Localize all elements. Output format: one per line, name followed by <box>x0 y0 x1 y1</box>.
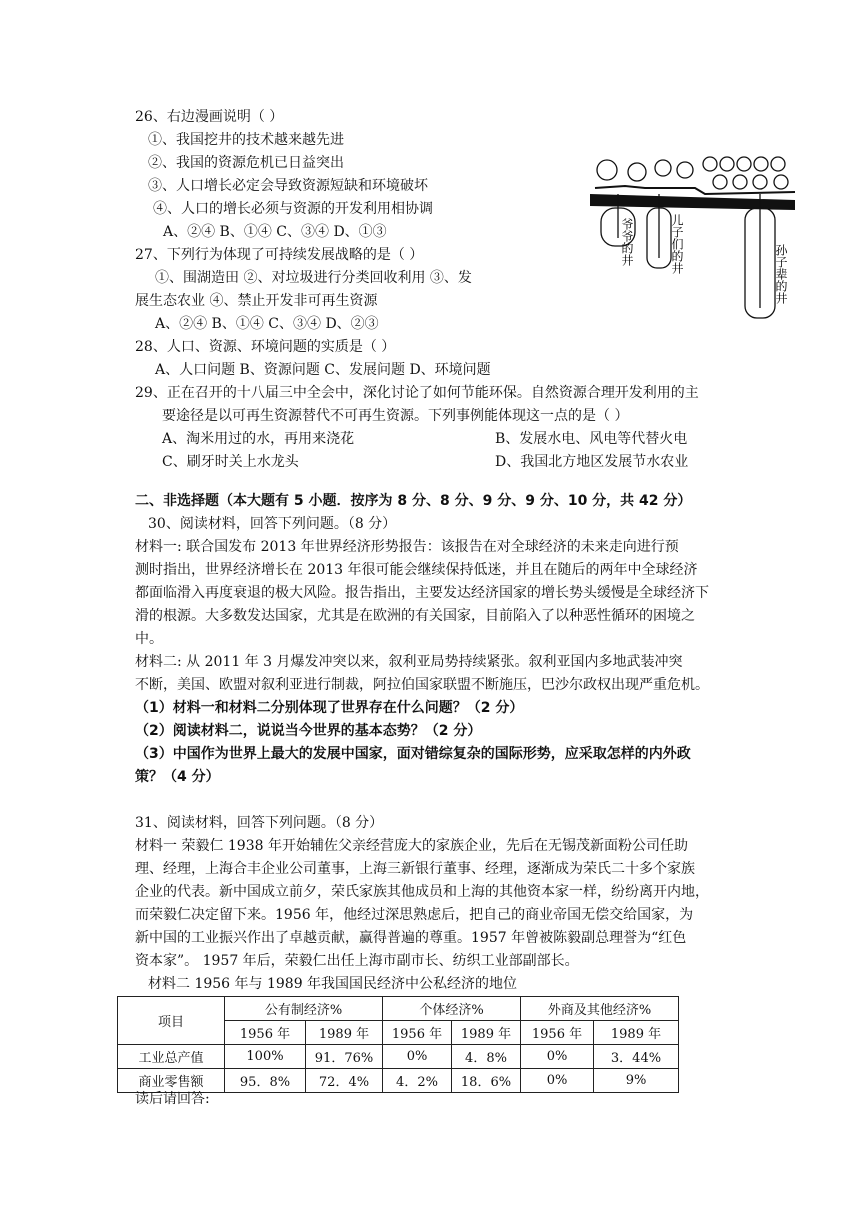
q30-part-2: （2）阅读材料二，说说当今世界的基本态势？（2 分） <box>135 723 482 739</box>
table-cell: 0% <box>383 1045 452 1069</box>
q27-line-2: 展生态农业 ④、禁止开发非可再生资源 <box>135 293 378 309</box>
q29-stem-2: 要途径是以可再生资源替代不可再生资源。下列事例能体现这一点的是（ ） <box>162 408 629 424</box>
q27-stem: 27、下列行为体现了可持续发展战略的是（ ） <box>135 247 424 263</box>
q30-material-1-line-5: 中。 <box>135 631 163 647</box>
q31-material-2-title: 材料二 1956 年与 1989 年我国国民经济中公私经济的地位 <box>148 976 518 992</box>
q29-option-d: D、我国北方地区发展节水农业 <box>495 454 689 470</box>
q31-material-1-line-6: 资本家”。 1957 年后，荣毅仁出任上海市副市长、纺织工业部副部长。 <box>135 953 579 969</box>
table-header-item: 项目 <box>118 997 225 1045</box>
q26-option-3: ③、人口增长必定会导致资源短缺和环境破坏 <box>148 178 428 194</box>
well-label-grandsons: 孙子辈的井 <box>774 244 788 304</box>
q29-option-c: C、刷牙时关上水龙头 <box>162 454 299 470</box>
q30-material-1-line-3: 都面临滑入再度衰退的极大风险。报告指出，主要发达经济国家的增长势头缓慢是全球经济下 <box>135 585 709 601</box>
table-cell: 4．2% <box>383 1069 452 1093</box>
q27-line-1: ①、围湖造田 ②、对垃圾进行分类回收利用 ③、发 <box>155 270 472 286</box>
table-cell: 9% <box>594 1069 679 1093</box>
economy-table <box>117 996 679 1093</box>
table-year: 1989 年 <box>452 1021 521 1045</box>
table-row <box>118 1045 679 1069</box>
q29-stem-1: 29、正在召开的十八届三中全会中，深化讨论了如何节能环保。自然资源合理开发利用的主 <box>135 385 699 401</box>
table-cell: 100% <box>225 1045 306 1069</box>
q30-part-3-line-2: 策？（4 分） <box>135 769 220 785</box>
q31-material-1-line-1: 材料一 荣毅仁 1938 年开始辅佐父亲经营庞大的家族企业，先后在无锡茂新面粉公司任助 <box>135 838 688 854</box>
table-year: 1989 年 <box>306 1021 383 1045</box>
table-header-individual: 个体经济% <box>383 997 521 1021</box>
q26-option-2: ②、我国的资源危机已日益突出 <box>148 155 344 171</box>
q31-after-table: 读后请回答: <box>135 1091 210 1107</box>
table-cell: 91．76% <box>306 1045 383 1069</box>
q30-material-1-line-4: 滑的根源。大多数发达国家，尤其是在欧洲的有关国家，目前陷入了以种恶性循环的困境之 <box>135 608 695 624</box>
q26-stem: 26、右边漫画说明（ ） <box>135 109 284 125</box>
table-cell: 3．44% <box>594 1045 679 1069</box>
table-cell: 4．8% <box>452 1045 521 1069</box>
q28-choices: A、人口问题 B、资源问题 C、发展问题 D、环境问题 <box>155 362 491 378</box>
q30-material-2-line-2: 不断，美国、欧盟对叙利亚进行制裁，阿拉伯国家联盟不断施压，巴沙尔政权出现严重危机。 <box>135 677 709 693</box>
q31-material-1-line-4: 而荣毅仁决定留下来。1956 年，他经过深思熟虑后，把自己的商业帝国无偿交给国家，为 <box>135 907 694 923</box>
table-year: 1956 年 <box>225 1021 306 1045</box>
table-year: 1956 年 <box>521 1021 594 1045</box>
q30-material-2-line-1: 材料二: 从 2011 年 3 月爆发冲突以来，叙利亚局势持续紧张。叙利亚国内多地武装冲突 <box>135 654 683 670</box>
q31-material-1-line-5: 新中国的工业振兴作出了卓越贡献，赢得普遍的尊重。1957 年曾被陈毅副总理誉为“红色 <box>135 930 687 946</box>
table-cell: 72．4% <box>306 1069 383 1093</box>
q31-stem: 31、阅读材料，回答下列问题。（8 分） <box>135 815 384 831</box>
q31-material-1-line-2: 理、经理，上海合丰企业公司董事，上海三新银行董事、经理，逐渐成为荣氏二十多个家族 <box>135 861 695 877</box>
q26-option-4: ④、人口的增长必须与资源的开发利用相协调 <box>153 201 433 217</box>
q30-stem: 30、阅读材料，回答下列问题。（8 分） <box>148 516 397 532</box>
table-row-label: 工业总产值 <box>118 1045 225 1069</box>
table-header-public: 公有制经济% <box>225 997 383 1021</box>
q29-option-b: B、发展水电、风电等代替火电 <box>495 431 688 447</box>
table-cell: 18．6% <box>452 1069 521 1093</box>
q30-material-1-line-2: 测时指出，世界经济增长在 2013 年很可能会继续保持低迷，并且在随后的两年中全球经济 <box>135 562 698 578</box>
table-header-foreign: 外商及其他经济% <box>521 997 679 1021</box>
cartoon-wells-image <box>585 148 799 328</box>
table-row-label: 商业零售额 <box>118 1069 225 1093</box>
q30-material-1-line-1: 材料一: 联合国发布 2013 年世界经济形势报告：该报告在对全球经济的未来走向进行预 <box>135 539 679 555</box>
q26-choices: A、②④ B、①④ C、③④ D、①③ <box>163 224 387 240</box>
table-year: 1956 年 <box>383 1021 452 1045</box>
q30-part-3-line-1: （3）中国作为世界上最大的发展中国家，面对错综复杂的国际形势，应采取怎样的内外政 <box>135 746 691 762</box>
q29-option-a: A、淘米用过的水，再用来浇花 <box>162 431 355 447</box>
table-year: 1989 年 <box>594 1021 679 1045</box>
q27-choices: A、②④ B、①④ C、③④ D、②③ <box>155 316 379 332</box>
well-label-sons: 儿子们的井 <box>670 214 684 274</box>
q31-material-1-line-3: 企业的代表。新中国成立前夕，荣氏家族其他成员和上海的其他资本家一样，纷纷离开内地， <box>135 884 709 900</box>
q30-part-1: （1）材料一和材料二分别体现了世界存在什么问题？（2 分） <box>135 700 524 716</box>
table-cell: 0% <box>521 1045 594 1069</box>
well-label-grandpa: 爷爷的井 <box>620 218 634 266</box>
q26-option-1: ①、我国挖井的技术越来越先进 <box>148 132 344 148</box>
table-cell: 95．8% <box>225 1069 306 1093</box>
section-2-heading: 二、非选择题（本大题有 5 小题．按序为 8 分、8 分、9 分、9 分、10 分，共 42 分） <box>135 493 692 509</box>
table-cell: 0% <box>521 1069 594 1093</box>
q28-stem: 28、人口、资源、环境问题的实质是（ ） <box>135 339 396 355</box>
